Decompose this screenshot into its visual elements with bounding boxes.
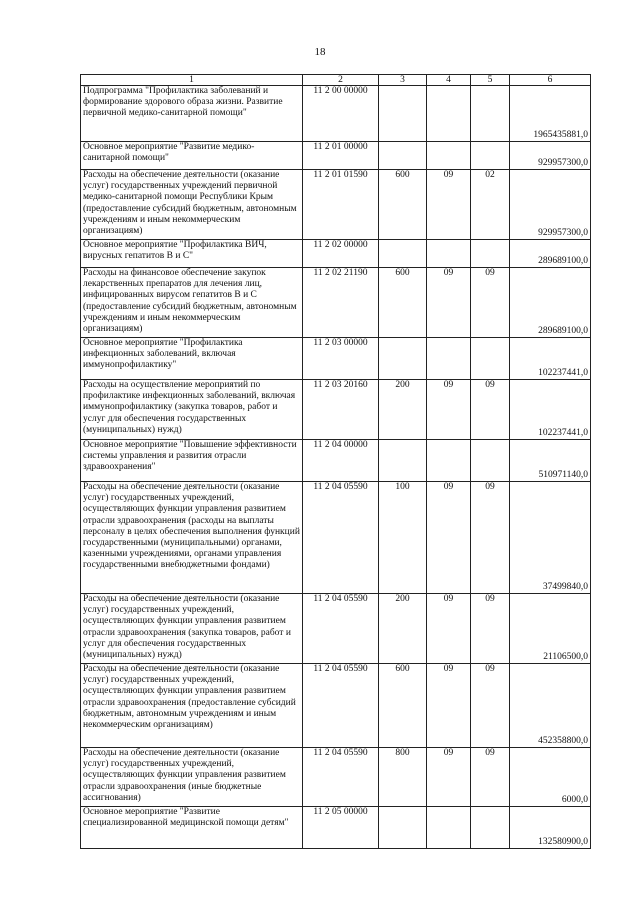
table-row xyxy=(81,240,591,268)
row-col5: 02 xyxy=(471,170,510,240)
row-col3 xyxy=(379,240,427,268)
row-code: 11 2 01 00000 xyxy=(303,142,379,170)
row-code: 11 2 02 00000 xyxy=(303,240,379,268)
row-col4: 09 xyxy=(427,594,471,664)
row-col5 xyxy=(471,240,510,268)
table-header-row xyxy=(81,75,591,86)
row-amount: 510971140,0 xyxy=(510,440,591,482)
row-col4 xyxy=(427,807,471,849)
row-col5 xyxy=(471,86,510,142)
row-name: Расходы на осуществление мероприятий по профилактике инфекционных заболеваний, включая иммунопрофилактику (закупка товаров, работ и услуг для обеспечения государственных (муниципальных) нужд) xyxy=(81,380,303,440)
column-header-1: 1 xyxy=(81,75,303,86)
row-amount: 132580900,0 xyxy=(510,807,591,849)
row-col4: 09 xyxy=(427,748,471,807)
table-row xyxy=(81,748,591,807)
row-code: 11 2 04 05590 xyxy=(303,748,379,807)
row-name: Расходы на обеспечение деятельности (оказание услуг) государственных учреждений, осуществляющих функции управления развитием отрасли здравоохранения (расходы на выплаты персоналу в целях обеспечения выполнения функций государственными (муниципальными) органами, казенными учреждениями, органами управления государственными внебюджетными фондами) xyxy=(81,482,303,594)
row-code: 11 2 03 20160 xyxy=(303,380,379,440)
column-header-2: 2 xyxy=(303,75,379,86)
row-col5 xyxy=(471,338,510,380)
row-name: Расходы на обеспечение деятельности (оказание услуг) государственных учреждений, осуществляющих функции управления развитием отрасли здравоохранения (иные бюджетные ассигнования) xyxy=(81,748,303,807)
row-col4 xyxy=(427,440,471,482)
row-col4 xyxy=(427,240,471,268)
row-col5 xyxy=(471,807,510,849)
budget-table xyxy=(80,74,591,849)
table-row xyxy=(81,380,591,440)
row-name: Основное мероприятие "Развитие медико-санитарной помощи" xyxy=(81,142,303,170)
row-col4 xyxy=(427,338,471,380)
row-name: Подпрограмма "Профилактика заболеваний и формирование здорового образа жизни. Развитие первичной медико-санитарной помощи" xyxy=(81,86,303,142)
table-row xyxy=(81,807,591,849)
row-col4 xyxy=(427,86,471,142)
column-header-4: 4 xyxy=(427,75,471,86)
row-name: Основное мероприятие "Профилактика ВИЧ, вирусных гепатитов В и С" xyxy=(81,240,303,268)
row-name: Основное мероприятие "Развитие специализированной медицинской помощи детям" xyxy=(81,807,303,849)
row-col4: 09 xyxy=(427,170,471,240)
row-name: Основное мероприятие "Повышение эффективности системы управления и развития отрасли здравоохранения" xyxy=(81,440,303,482)
row-code: 11 2 00 00000 xyxy=(303,86,379,142)
row-col3: 600 xyxy=(379,170,427,240)
row-col3: 600 xyxy=(379,268,427,338)
row-code: 11 2 04 00000 xyxy=(303,440,379,482)
table-row xyxy=(81,86,591,142)
row-col5: 09 xyxy=(471,380,510,440)
table-row xyxy=(81,338,591,380)
row-col5 xyxy=(471,440,510,482)
row-amount: 289689100,0 xyxy=(510,240,591,268)
row-amount: 452358800,0 xyxy=(510,664,591,748)
table-row xyxy=(81,440,591,482)
row-amount: 102237441,0 xyxy=(510,380,591,440)
row-col3 xyxy=(379,86,427,142)
row-code: 11 2 03 00000 xyxy=(303,338,379,380)
row-code: 11 2 02 21190 xyxy=(303,268,379,338)
row-col5: 09 xyxy=(471,748,510,807)
table-row xyxy=(81,268,591,338)
row-amount: 6000,0 xyxy=(510,748,591,807)
row-amount: 289689100,0 xyxy=(510,268,591,338)
row-name: Расходы на финансовое обеспечение закупок лекарственных препаратов для лечения лиц, инфицированных вирусом гепатитов В и С (предоставление субсидий бюджетным, автономным учреждениям и иным некоммерческим организациям) xyxy=(81,268,303,338)
row-col3: 600 xyxy=(379,664,427,748)
row-col5 xyxy=(471,142,510,170)
table-row xyxy=(81,142,591,170)
row-amount: 21106500,0 xyxy=(510,594,591,664)
row-col4: 09 xyxy=(427,380,471,440)
row-name: Расходы на обеспечение деятельности (оказание услуг) государственных учреждений, осуществляющих функции управления развитием отрасли здравоохранения (предоставление субсидий бюджетным, автономным учреждениям и иным некоммерческим организациям) xyxy=(81,664,303,748)
row-col5: 09 xyxy=(471,268,510,338)
table-row xyxy=(81,482,591,594)
column-header-6: 6 xyxy=(510,75,591,86)
row-col3 xyxy=(379,338,427,380)
row-col5: 09 xyxy=(471,482,510,594)
row-code: 11 2 04 05590 xyxy=(303,594,379,664)
row-col5: 09 xyxy=(471,664,510,748)
row-amount: 37499840,0 xyxy=(510,482,591,594)
row-col5: 09 xyxy=(471,594,510,664)
table-row xyxy=(81,170,591,240)
row-code: 11 2 05 00000 xyxy=(303,807,379,849)
row-col4: 09 xyxy=(427,664,471,748)
table-row xyxy=(81,594,591,664)
row-col3: 200 xyxy=(379,594,427,664)
row-amount: 929957300,0 xyxy=(510,170,591,240)
row-col4: 09 xyxy=(427,268,471,338)
row-amount: 102237441,0 xyxy=(510,338,591,380)
row-col3: 800 xyxy=(379,748,427,807)
row-col3: 100 xyxy=(379,482,427,594)
row-name: Расходы на обеспечение деятельности (оказание услуг) государственных учреждений первичной медико-санитарной помощи Республики Крым (предоставление субсидий бюджетным, автономным учреждениям и иным некоммерческим организациям) xyxy=(81,170,303,240)
table-row xyxy=(81,664,591,748)
row-col3 xyxy=(379,142,427,170)
row-col4 xyxy=(427,142,471,170)
row-code: 11 2 01 01590 xyxy=(303,170,379,240)
row-code: 11 2 04 05590 xyxy=(303,664,379,748)
row-col4: 09 xyxy=(427,482,471,594)
row-col3 xyxy=(379,807,427,849)
row-amount: 1965435881,0 xyxy=(510,86,591,142)
column-header-5: 5 xyxy=(471,75,510,86)
row-name: Основное мероприятие "Профилактика инфекционных заболеваний, включая иммунопрофилактику" xyxy=(81,338,303,380)
row-col3: 200 xyxy=(379,380,427,440)
row-col3 xyxy=(379,440,427,482)
row-amount: 929957300,0 xyxy=(510,142,591,170)
page-number: 18 xyxy=(314,46,326,58)
row-name: Расходы на обеспечение деятельности (оказание услуг) государственных учреждений, осуществляющих функции управления развитием отрасли здравоохранения (закупка товаров, работ и услуг для обеспечения государственных (муниципальных) нужд) xyxy=(81,594,303,664)
row-code: 11 2 04 05590 xyxy=(303,482,379,594)
column-header-3: 3 xyxy=(379,75,427,86)
